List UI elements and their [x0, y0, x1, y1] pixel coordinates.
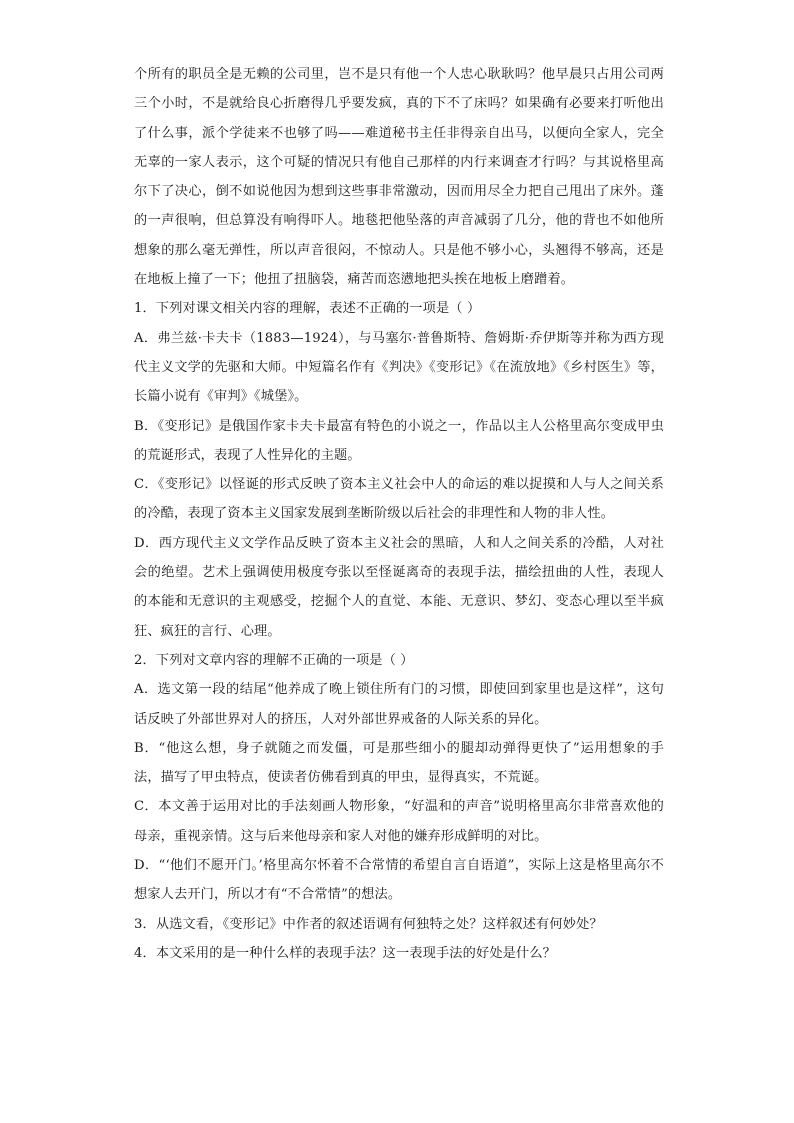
question-4-stem: 4．本文采用的是一种什么样的表现手法？这一表现手法的好处是什么？	[134, 945, 556, 961]
question-2-stem: 2．下列对文章内容的理解不正确的一项是（ ）	[134, 652, 414, 668]
question-3-stem: 3．从选文看，《变形记》中作者的叙述语调有何独特之处？这样叙述有何妙处？	[134, 916, 603, 932]
document-content	[134, 60, 664, 968]
passage-paragraph: 个所有的职员全是无赖的公司里，岂不是只有他一个人忠心耿耿吗？他早晨只占用公司两三个小时，不是就给良心折磨得几乎要发疯，真的下不了床吗？如果确有必要来打听他出了什么事，派个学徒来不也够了吗——难道秘书主任非得亲自出马，以便向全家人，完全无辜的一家人表示，这个可疑的情况只有他自己那样的内行来调查才行吗？与其说格里高尔下了决心，倒不如说他因为想到这些事非常激动，因而用尽全力把自己甩出了床外。蓬的一声很响，但总算没有响得吓人。地毯把他坠落的声音减弱了几分，他的背也不如他所想象的那么毫无弹性，所以声音很闷，不惊动人。只是他不够小心，头翘得不够高，还是在地板上撞了一下；他扭了扭脑袋，痛苦而恣懑地把头挨在地板上磨蹭着。	[134, 67, 664, 288]
question-1-option-b: B．《变形记》是俄国作家卡夫卡最富有特色的小说之一，作品以主人公格里高尔变成甲虫的荒诞形式，表现了人性异化的主题。	[134, 418, 664, 463]
question-1-stem: 1．下列对课文相关内容的理解，表述不正确的一项是（ ）	[134, 301, 481, 317]
question-1-option-c: C．《变形记》以怪诞的形式反映了资本主义社会中人的命运的难以捉摸和人与人之间关系的冷酷，表现了资本主义国家发展到垄断阶级以后社会的非理性和人物的非人性。	[134, 477, 664, 522]
question-2-option-b: B．“他这么想，身子就随之而发僵，可是那些细小的腿却动弹得更快了”运用想象的手法，描写了甲虫特点，使读者仿佛看到真的甲虫，显得真实，不荒诞。	[134, 740, 664, 786]
question-2-option-c: C．本文善于运用对比的手法刻画人物形象，“好温和的声音”说明格里高尔非常喜欢他的母亲，重视亲情。这与后来他母亲和家人对他的嫌弃形成鲜明的对比。	[134, 799, 664, 844]
question-1-option-d: D．西方现代主义文学作品反映了资本主义社会的黑暗，人和人之间关系的冷酷，人对社会的绝望。艺术上强调使用极度夸张以至怪诞离奇的表现手法，描绘扭曲的人性，表现人的本能和无意识的主观感受，挖掘个人的直觉、本能、无意识、梦幻、变态心理以至半疯狂、疯狂的言行、心理。	[134, 535, 664, 639]
question-2-option-d: D．“‘他们不愿开门。’格里高尔怀着不合常情的希望自言自语道”，实际上这是格里高尔不想家人去开门，所以才有“不合常情”的想法。	[134, 858, 664, 903]
question-1-option-a: A．弗兰兹·卡夫卡（1883—1924），与马塞尔·普鲁斯特、詹姆斯·乔伊斯等并称为西方现代主义文学的先驱和大师。中短篇名作有《判决》《变形记》《在流放地》《乡村医生》等，长篇小说有《审判》《城堡》。	[134, 330, 664, 405]
question-2-option-a: A．选文第一段的结尾“他养成了晚上锁住所有门的习惯，即使回到家里也是这样”，这句话反映了外部世界对人的挤压，人对外部世界戒备的人际关系的异化。	[134, 682, 664, 727]
